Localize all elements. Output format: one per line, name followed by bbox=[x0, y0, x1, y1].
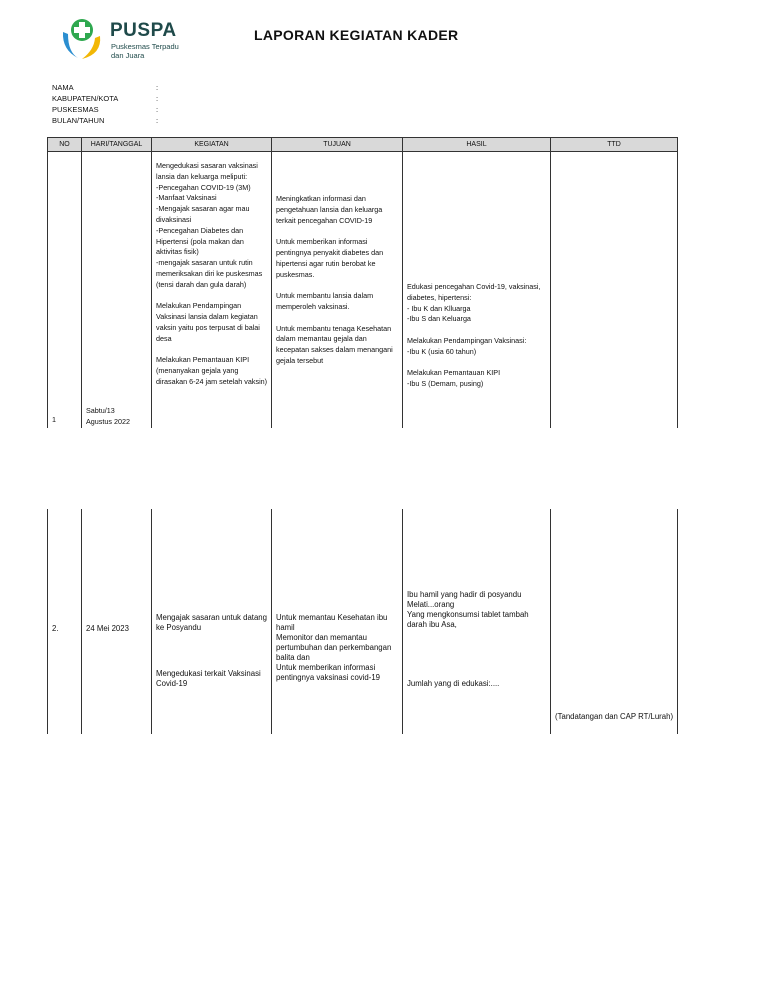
hasil-heading: Melakukan Pendampingan Vaksinasi: bbox=[407, 335, 527, 345]
tujuan-paragraph: Untuk membantu lansia dalam memperoleh vaksinasi. bbox=[276, 291, 374, 311]
hasil-line: Yang mengkonsumsi tablet tambah darah ibu Asa, bbox=[407, 610, 529, 629]
date-line: Sabtu/13 bbox=[86, 406, 115, 415]
cell-hasil bbox=[403, 509, 551, 734]
hasil-item: -Ibu K (usia 60 tahun) bbox=[407, 346, 477, 356]
puspa-logo-icon bbox=[60, 16, 106, 60]
kegiatan-intro: Mengedukasi sasaran vaksinasi lansia dan keluarga meliputi: bbox=[156, 161, 258, 181]
kegiatan-item: -Pencegahan COVID-19 (3M) bbox=[156, 182, 251, 192]
cell-tujuan bbox=[272, 152, 403, 428]
cell-hasil bbox=[403, 152, 551, 428]
hasil-heading: Edukasi pencegahan Covid-19, vaksinasi, diabetes, hipertensi: bbox=[407, 282, 541, 302]
header-kegiatan: KEGIATAN bbox=[152, 138, 272, 152]
ttd-note: (Tandatangan dan CAP RT/Lurah) bbox=[555, 712, 674, 721]
tujuan-line: Memonitor dan memantau pertumbuhan dan perkembangan balita dan bbox=[276, 633, 392, 662]
info-label: BULAN/TAHUN bbox=[52, 116, 105, 125]
info-colon: : bbox=[156, 105, 159, 114]
tujuan-line: Untuk memantau Kesehatan ibu hamil bbox=[276, 613, 388, 632]
kegiatan-paragraph: Mengajak sasaran untuk datang ke Posyandu bbox=[156, 613, 267, 632]
tujuan-paragraph: Meningkatkan informasi dan pengetahuan lansia dan keluarga terkait pencegahan COVID-19 bbox=[276, 194, 383, 225]
hasil-line: Ibu hamil yang hadir di posyandu Melati...orang bbox=[407, 590, 522, 609]
info-row bbox=[52, 82, 172, 93]
row-date: 24 Mei 2023 bbox=[86, 624, 129, 633]
header-tujuan: TUJUAN bbox=[272, 138, 403, 152]
logo-tagline: Puskesmas Terpadu dan Juara bbox=[111, 42, 179, 60]
info-label: PUSKESMAS bbox=[52, 105, 99, 114]
kegiatan-item: -Pencegahan Diabetes dan Hipertensi (pola makan dan aktivitas fisik) bbox=[156, 225, 244, 257]
cell-tujuan bbox=[272, 509, 403, 734]
cell-ttd bbox=[551, 152, 678, 428]
info-colon: : bbox=[156, 94, 159, 103]
row-number: 2. bbox=[52, 624, 59, 633]
cell-date bbox=[82, 509, 152, 734]
tujuan-paragraph: Untuk memberikan informasi pentingnya penyakit diabetes dan hipertensi agar rutin berobat ke puskesmas. bbox=[276, 237, 384, 279]
info-colon: : bbox=[156, 116, 159, 125]
info-row bbox=[52, 115, 172, 126]
hasil-item: -Ibu S dan Keluarga bbox=[407, 314, 471, 324]
header-ttd: TTD bbox=[551, 138, 678, 152]
kegiatan-paragraph: Mengedukasi terkait Vaksinasi Covid-19 bbox=[156, 669, 261, 688]
info-label: KABUPATEN/KOTA bbox=[52, 94, 119, 103]
info-row bbox=[52, 93, 172, 104]
header-no: NO bbox=[48, 138, 82, 152]
info-label: NAMA bbox=[52, 83, 74, 92]
tujuan-paragraph: Untuk membantu tenaga Kesehatan dalam memantau gejala dan kecepatan sakses dalam menangani gejala tersebut bbox=[276, 323, 393, 365]
identity-info bbox=[52, 82, 172, 126]
kegiatan-item: -mengajak sasaran untuk rutin memeriksakan diri ke puskesmas (tensi darah dan gula darah) bbox=[156, 258, 263, 289]
date-line: Agustus 2022 bbox=[86, 416, 130, 426]
page-title: LAPORAN KEGIATAN KADER bbox=[254, 27, 459, 43]
cell-kegiatan bbox=[152, 152, 272, 428]
tujuan-line: Untuk memberikan informasi pentingnya vaksinasi covid-19 bbox=[276, 663, 381, 682]
cell-date bbox=[82, 152, 152, 428]
info-row bbox=[52, 104, 172, 115]
table-header bbox=[48, 138, 678, 152]
kegiatan-item: -Mengajak sasaran agar mau divaksinasi bbox=[156, 204, 250, 224]
logo-name: PUSPA bbox=[110, 20, 177, 41]
header-date: HARI/TANGGAL bbox=[82, 138, 152, 152]
kegiatan-paragraph: Melakukan Pemantauan KIPI (menanyakan gejala yang dirasakan 6-24 jam setelah vaksin) bbox=[156, 355, 268, 386]
hasil-line: Jumlah yang di edukasi:.... bbox=[407, 679, 500, 688]
table-row bbox=[48, 152, 678, 428]
puspa-logo bbox=[60, 16, 190, 62]
hasil-item: - Ibu K dan Klluarga bbox=[407, 303, 471, 313]
header-hasil: HASIL bbox=[403, 138, 551, 152]
report-table bbox=[47, 137, 678, 428]
cell-kegiatan bbox=[152, 509, 272, 734]
info-colon: : bbox=[156, 83, 159, 92]
hasil-item: -Ibu S (Demam, pusing) bbox=[407, 379, 484, 389]
cell-no bbox=[48, 509, 82, 734]
cell-no bbox=[48, 152, 82, 428]
cell-ttd bbox=[551, 509, 678, 734]
hasil-heading: Melakukan Pemantauan KIPI bbox=[407, 368, 501, 378]
kegiatan-paragraph: Melakukan Pendampingan Vaksinasi lansia dalam kegiatan vaksin yaitu pos terpusat di balai desa bbox=[156, 301, 260, 343]
row-number: 1 bbox=[52, 415, 56, 424]
report-table-continued bbox=[47, 509, 678, 734]
table-row bbox=[48, 509, 678, 734]
kegiatan-item: -Manfaat Vaksinasi bbox=[156, 193, 217, 203]
